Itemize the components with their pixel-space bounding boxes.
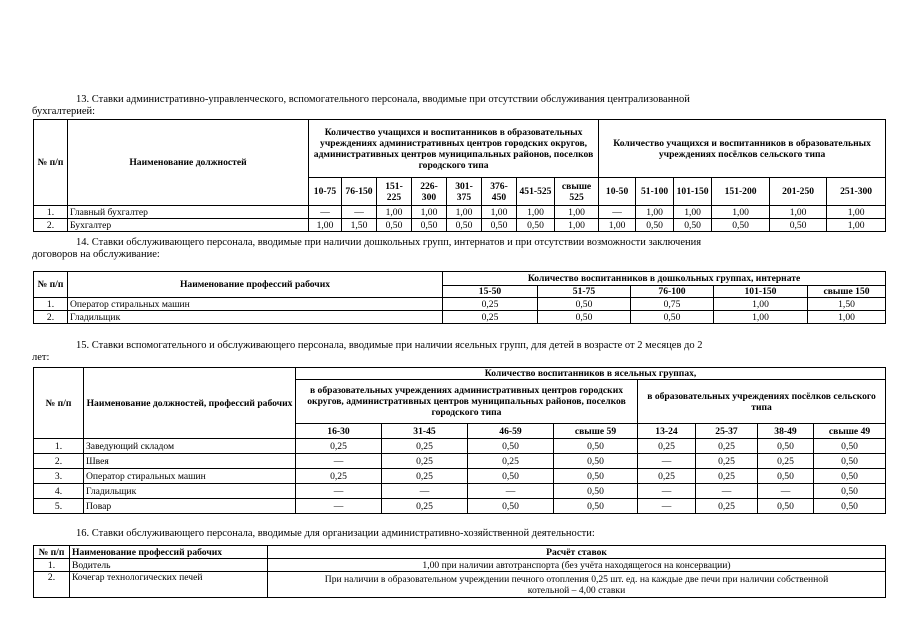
rate-cell: — [638,499,696,514]
rate-cell: 1,00 [770,206,827,219]
row-number: 3. [34,469,84,484]
t15-range: 25-37 [696,424,758,439]
rate-cell: — [296,484,382,499]
rate-cell: 0,50 [814,469,886,484]
t15-head-count: Количество воспитанников в ясельных группах, [296,368,886,380]
rate-cell: — [696,484,758,499]
position-name: Главный бухгалтер [68,206,309,219]
position-name: Повар [84,499,296,514]
t14-head-profession: Наименование профессий рабочих [68,272,443,298]
rate-cell: 0,50 [377,219,412,232]
calc-cell: При наличии в образовательном учреждении печного отопления 0,25 шт. ед. на каждые две печи при наличии собственной котельной – 4,00 ставки [268,572,886,598]
rate-cell: 0,25 [638,439,696,454]
t14-range: 51-75 [538,286,631,298]
position-name: Заведующий складом [84,439,296,454]
profession-name: Гладильщик [68,311,443,324]
rate-cell: — [638,454,696,469]
rate-cell: 0,25 [696,454,758,469]
rate-cell: 0,50 [517,219,555,232]
table-row [34,499,886,514]
rate-cell: 0,50 [554,499,638,514]
t14-head-count: Количество воспитанников в дошкольных группах, интернате [443,272,886,286]
rate-cell: — [296,499,382,514]
rate-cell: 1,50 [342,219,377,232]
rate-cell: 1,00 [808,311,886,324]
position-name: Гладильщик [84,484,296,499]
section-13-title [32,94,875,118]
row-number: 1. [34,559,70,572]
table-row [34,206,886,219]
t14-head-num: № п/п [34,272,68,298]
rate-cell: 1,00 [674,206,712,219]
table-row [34,469,886,484]
t16-head-num: № п/п [34,546,70,559]
rate-cell: 0,75 [631,298,714,311]
t13-range: 10-50 [599,178,636,206]
section-15-title-line1: 15. Ставки вспомогательного и обслуживающего персонала, вводимые при наличии ясельных групп, для детей в возрасте от 2 месяцев до 2 [76,340,703,351]
rate-cell: 0,50 [538,298,631,311]
rate-cell: — [758,484,814,499]
rate-cell: 1,00 [714,311,808,324]
section-14-title [32,237,875,261]
table-row [34,484,886,499]
rate-cell: — [599,206,636,219]
table-row [34,572,886,598]
section-16-title [32,528,875,540]
rate-cell: 0,50 [758,469,814,484]
rate-cell: 0,50 [814,439,886,454]
t15-range: 13-24 [638,424,696,439]
t13-range: 76-150 [342,178,377,206]
rate-cell: — [309,206,342,219]
t15-head-num: № п/п [34,368,84,439]
t14-range: 76-100 [631,286,714,298]
t13-range: 301-375 [447,178,482,206]
rate-cell: 0,25 [696,469,758,484]
t16-head-profession: Наименование профессий рабочих [70,546,268,559]
table-row [34,454,886,469]
table-row [34,311,886,324]
section-16-title-text: 16. Ставки обслуживающего персонала, вводимые для организации административно-хозяйственной деятельности: [76,528,595,539]
rate-cell: 1,00 [377,206,412,219]
t16-head-calc: Расчёт ставок [268,546,886,559]
rate-cell: 1,00 [827,219,886,232]
rate-cell: 1,00 [714,298,808,311]
row-number: 1. [34,206,68,219]
rate-cell: 0,50 [770,219,827,232]
rate-cell: 0,50 [814,454,886,469]
rate-cell: 0,25 [443,298,538,311]
rate-cell: 0,25 [638,469,696,484]
t13-range: 376-450 [482,178,517,206]
t13-range: 226-300 [412,178,447,206]
row-number: 4. [34,484,84,499]
row-number: 5. [34,499,84,514]
rate-cell: 0,50 [631,311,714,324]
rate-cell: 1,00 [555,219,599,232]
rate-cell: — [382,484,468,499]
rate-cell: 0,50 [482,219,517,232]
rate-cell: 0,25 [696,499,758,514]
rate-cell: 1,00 [482,206,517,219]
t13-range: 51-100 [636,178,674,206]
calc-cell: 1,00 при наличии автотранспорта (без учёта находящегося на консервации) [268,559,886,572]
rate-cell: 0,50 [412,219,447,232]
rate-cell: 0,25 [382,454,468,469]
t15-range: 31-45 [382,424,468,439]
row-number: 2. [34,572,70,598]
rate-cell: 0,50 [554,439,638,454]
position-name: Оператор стиральных машин [84,469,296,484]
section-13-title-line2: бухгалтерией: [32,106,96,117]
rate-cell: 0,25 [382,439,468,454]
rate-cell: 0,25 [696,439,758,454]
rate-cell: 0,25 [382,499,468,514]
rate-cell: 1,00 [412,206,447,219]
section-14-title-line1: 14. Ставки обслуживающего персонала, вводимые при наличии дошкольных групп, интернатов и при отсутствии возможности заключения [76,237,702,248]
rate-cell: 0,25 [296,439,382,454]
table-14 [33,271,886,324]
rate-cell: 0,50 [814,499,886,514]
table-15 [33,367,886,514]
section-15-title [32,340,875,364]
position-name: Бухгалтер [68,219,309,232]
t13-head-rural: Количество учащихся и воспитанников в образовательных учреждениях посёлков сельского типа [599,120,886,178]
t13-range: свыше 525 [555,178,599,206]
t13-range: 251-300 [827,178,886,206]
t13-range: 151-225 [377,178,412,206]
table-16 [33,545,886,598]
table-row [34,298,886,311]
rate-cell: 0,50 [554,454,638,469]
row-number: 2. [34,311,68,324]
rate-cell: 0,50 [554,469,638,484]
t15-range: 46-59 [468,424,554,439]
rate-cell: 1,00 [712,206,770,219]
t14-range: 15-50 [443,286,538,298]
section-14-title-line2: договоров на обслуживание: [32,249,160,260]
table-row [34,219,886,232]
rate-cell: 0,25 [382,469,468,484]
rate-cell: 0,50 [712,219,770,232]
t13-head-position: Наименование должностей [68,120,309,206]
rate-cell: 0,50 [468,439,554,454]
rate-cell: 0,50 [447,219,482,232]
rate-cell: — [468,484,554,499]
profession-name: Водитель [70,559,268,572]
rate-cell: 0,50 [636,219,674,232]
t13-range: 451-525 [517,178,555,206]
t15-range: свыше 49 [814,424,886,439]
row-number: 2. [34,454,84,469]
rate-cell: 0,50 [674,219,712,232]
section-15-title-line2: лет: [32,352,50,363]
table-row [34,439,886,454]
rate-cell: 0,50 [538,311,631,324]
t15-range: свыше 59 [554,424,638,439]
rate-cell: 0,50 [554,484,638,499]
t13-range: 10-75 [309,178,342,206]
t13-range: 101-150 [674,178,712,206]
t15-head-city: в образовательных учреждениях административных центров городских округов, административных центров муниципальных районов, поселков городского типа [296,380,638,424]
rate-cell: 1,00 [636,206,674,219]
rate-cell: 0,50 [814,484,886,499]
rate-cell: 0,50 [758,439,814,454]
rate-cell: 1,00 [517,206,555,219]
rate-cell: 0,25 [296,469,382,484]
rate-cell: 1,50 [808,298,886,311]
row-number: 2. [34,219,68,232]
rate-cell: 0,25 [468,454,554,469]
t15-head-position: Наименование должностей, профессий рабочих [84,368,296,439]
profession-name: Оператор стиральных машин [68,298,443,311]
t13-head-num: № п/п [34,120,68,206]
row-number: 1. [34,439,84,454]
t13-range: 201-250 [770,178,827,206]
row-number: 1. [34,298,68,311]
table-row [34,559,886,572]
rate-cell: — [296,454,382,469]
rate-cell: 1,00 [447,206,482,219]
rate-cell: 1,00 [599,219,636,232]
t13-range: 151-200 [712,178,770,206]
t14-range: свыше 150 [808,286,886,298]
rate-cell: — [638,484,696,499]
t15-range: 38-49 [758,424,814,439]
table-13 [33,119,886,232]
rate-cell: 0,50 [468,499,554,514]
rate-cell: 0,25 [758,454,814,469]
rate-cell: 1,00 [555,206,599,219]
section-13-title-line1: 13. Ставки административно-управленческого, вспомогательного персонала, вводимые при отсутствии обслуживания централизованной [76,94,690,105]
rate-cell: 0,50 [758,499,814,514]
profession-name: Кочегар технологических печей [70,572,268,598]
position-name: Швея [84,454,296,469]
rate-cell: — [342,206,377,219]
rate-cell: 0,50 [468,469,554,484]
rate-cell: 0,25 [443,311,538,324]
t14-range: 101-150 [714,286,808,298]
t15-head-rural: в образовательных учреждениях посёлков сельского типа [638,380,886,424]
t13-head-city: Количество учащихся и воспитанников в образовательных учреждениях административных центров городских округов, административных центров муниципальных районов, поселков городского типа [309,120,599,178]
t15-range: 16-30 [296,424,382,439]
rate-cell: 1,00 [309,219,342,232]
rate-cell: 1,00 [827,206,886,219]
